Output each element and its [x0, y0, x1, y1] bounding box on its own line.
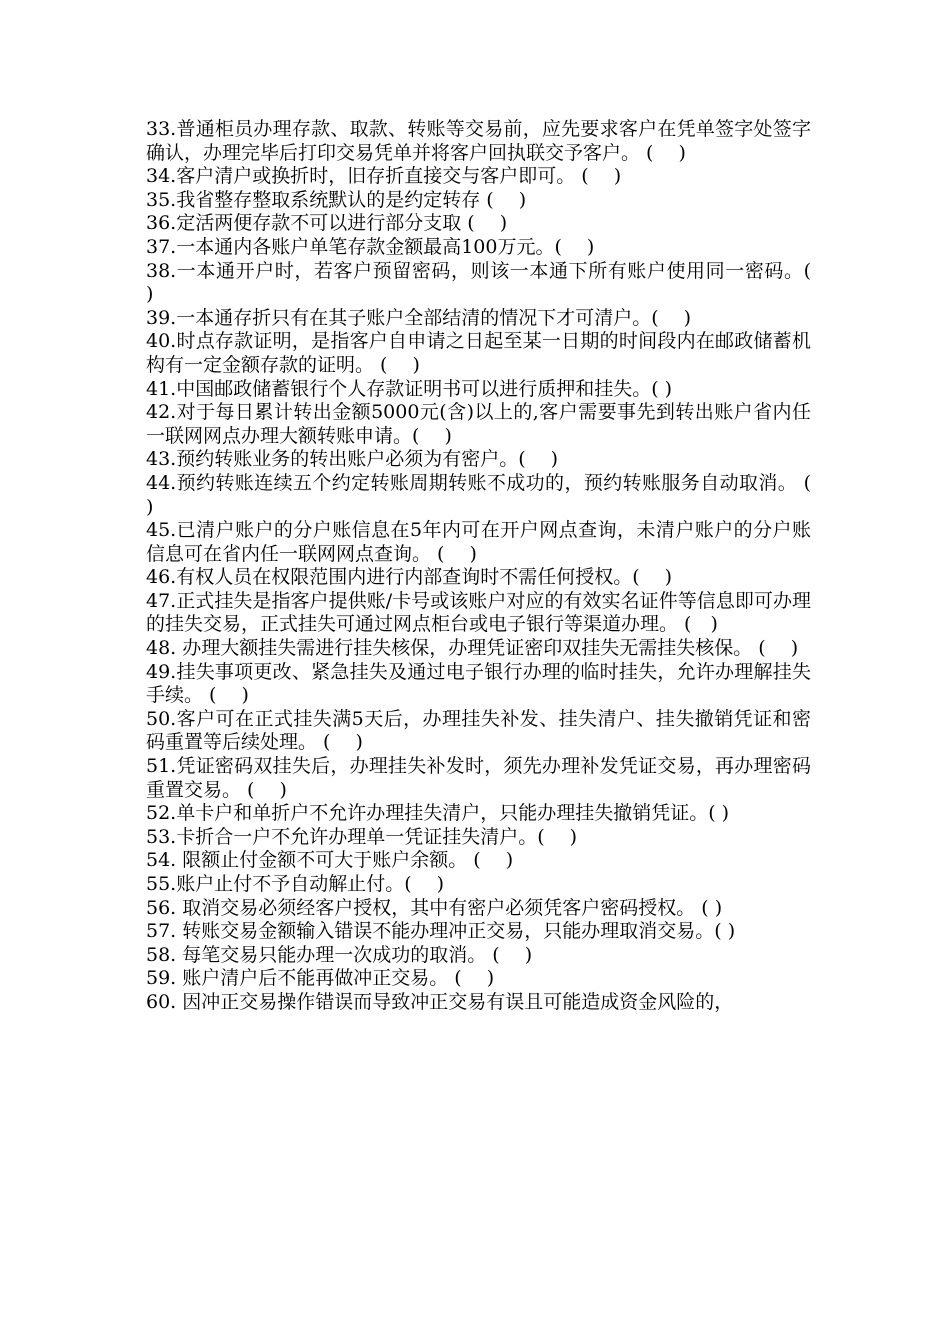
- question-59: 59. 账户清户后不能再做冲正交易。 ( ): [146, 967, 495, 990]
- question-34: 34.客户清户或换折时，旧存折直接交与客户即可。 ( ): [146, 165, 622, 188]
- question-60: 60. 因冲正交易操作错误而导致冲正交易有误且可能造成资金风险的，: [146, 990, 734, 1013]
- question-38: 38.一本通开户时，若客户预留密码，则该一本通下所有账户使用同一密码。( ): [146, 259, 837, 306]
- question-39: 39.一本通存折只有在其子账户全部结清的情况下才可清户。( ): [146, 306, 692, 329]
- question-51: 51.凭证密码双挂失后，办理挂失补发时，须先办理补发凭证交易，再办理密码重置交易。 ( ): [146, 755, 811, 801]
- question-57: 57. 转账交易金额输入错误不能办理冲正交易，只能办理取消交易。( ): [146, 920, 736, 943]
- question-41: 41.中国邮政储蓄银行个人存款证明书可以进行质押和挂失。( ): [146, 377, 673, 400]
- question-43: 43.预约转账业务的转出账户必须为有密户。( ): [146, 448, 559, 471]
- question-56: 56. 取消交易必须经客户授权，其中有密户必须凭客户密码授权。 ( ): [146, 896, 723, 919]
- question-44: 44.预约转账连续五个约定转账周期转账不成功的，预约转账服务自动取消。 ( ): [146, 471, 837, 518]
- question-36: 36.定活两便存款不可以进行部分支取 ( ): [146, 212, 508, 235]
- question-46: 46.有权人员在权限范围内进行内部查询时不需任何授权。( ): [146, 566, 673, 589]
- question-35: 35.我省整存整取系统默认的是约定转存 ( ): [146, 188, 527, 211]
- question-33: 33.普通柜员办理存款、取款、转账等交易前，应先要求客户在凭单签字处签字确认，办理完毕后打印交易凭单并将客户回执联交予客户。 ( ): [146, 118, 811, 164]
- question-37: 37.一本通内各账户单笔存款金额最高100万元。( ): [146, 235, 595, 258]
- document-page: [146, 118, 837, 1015]
- question-48: 48. 办理大额挂失需进行挂失核保，办理凭证密印双挂失无需挂失核保。 ( ): [146, 637, 799, 660]
- question-58: 58. 每笔交易只能办理一次成功的取消。 ( ): [146, 943, 533, 966]
- question-54: 54. 限额止付金额不可大于账户余额。 ( ): [146, 849, 514, 872]
- question-49: 49.挂失事项更改、紧急挂失及通过电子银行办理的临时挂失，允许办理解挂失手续。 ( ): [146, 660, 811, 707]
- question-53: 53.卡折合一户不允许办理单一凭证挂失清户。( ): [146, 825, 578, 848]
- question-52: 52.单卡户和单折户不允许办理挂失清户，只能办理挂失撤销凭证。( ): [146, 802, 730, 825]
- question-55: 55.账户止付不予自动解止付。( ): [146, 873, 445, 895]
- question-50: 50.客户可在正式挂失满5天后，办理挂失补发、挂失清户、挂失撤销凭证和密码重置等后续处理。 ( ): [146, 707, 811, 754]
- question-47: 47.正式挂失是指客户提供账/卡号或该账户对应的有效实名证件等信息即可办理的挂失交易，正式挂失可通过网点柜台或电子银行等渠道办理。 ( ): [146, 589, 811, 636]
- question-45: 45.已清户账户的分户账信息在5年内可在开户网点查询，未清户账户的分户账信息可在省内任一联网网点查询。 ( ): [146, 519, 811, 565]
- question-42: 42.对于每日累计转出金额5000元(含)以上的,客户需要事先到转出账户省内任一联网网点办理大额转账申请。( ): [146, 401, 811, 447]
- question-40: 40.时点存款证明，是指客户自申请之日起至某一日期的时间段内在邮政储蓄机构有一定金额存款的证明。 ( ): [146, 330, 811, 376]
